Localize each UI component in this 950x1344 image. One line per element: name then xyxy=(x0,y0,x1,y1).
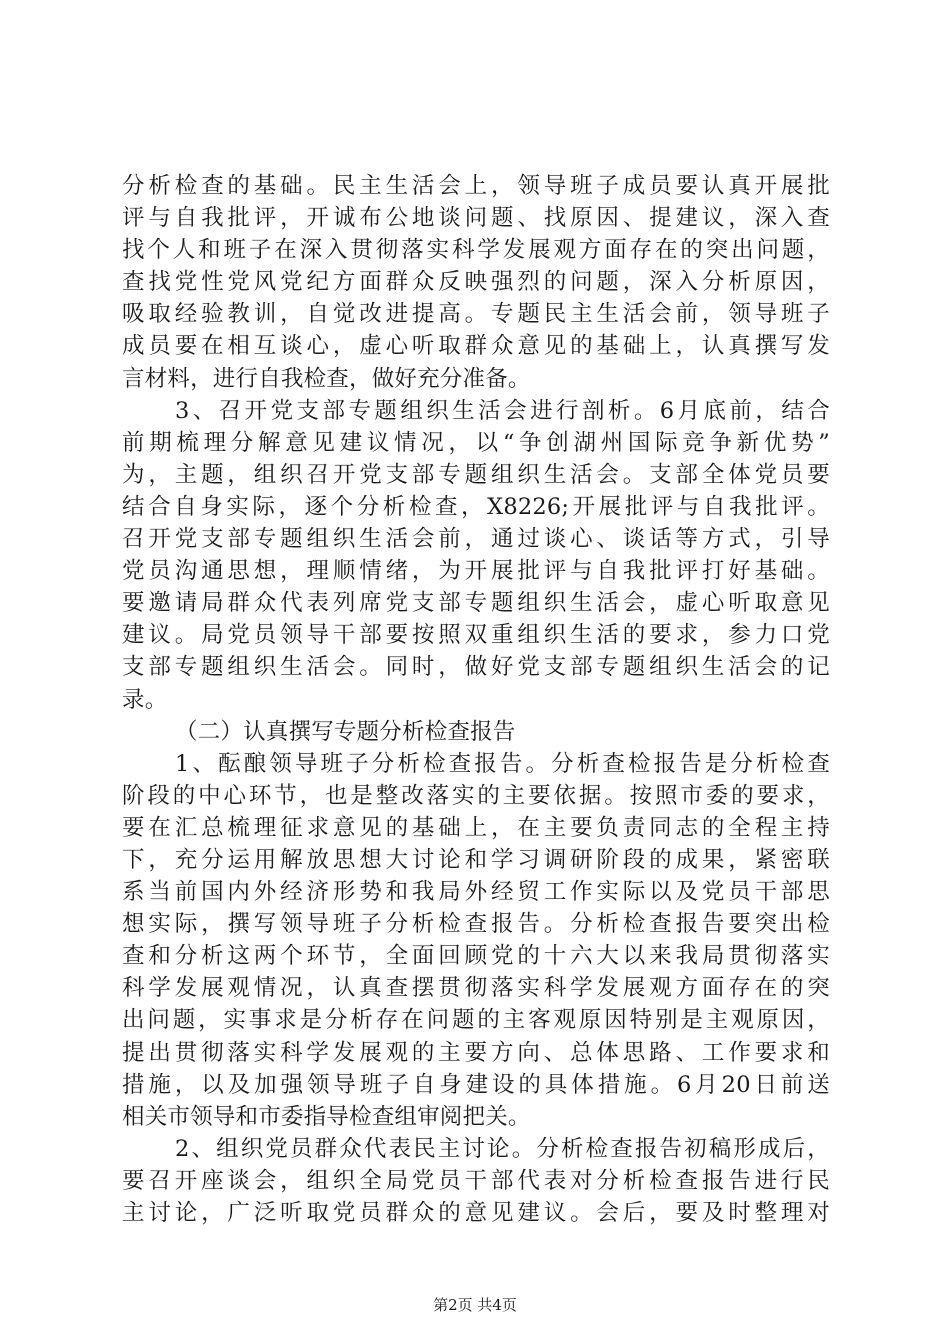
text-line: 言材料，进行自我检查，做好充分准备。 xyxy=(122,365,531,392)
text-line: 系当前国内外经济形势和我局外经贸工作实际以及党员干部思 xyxy=(122,879,830,906)
text-line: 建议。局党员领导干部要按照双重组织生活的要求，参力口党 xyxy=(122,622,830,649)
text-line: 找个人和班子在深入贯彻落实科学发展观方面存在的突出问题， xyxy=(122,237,830,264)
text-line: 要在汇总梳理征求意见的基础上，在主要负责同志的全程主持 xyxy=(122,814,830,841)
text-line: 1、酝酿领导班子分析检查报告。分析查检报告是分析检查 xyxy=(175,750,830,777)
text-line: 阶段的中心环节，也是整改落实的主要依据。按照市委的要求， xyxy=(122,782,830,809)
text-line: 要召开座谈会，组织全局党员干部代表对分析检查报告进行民 xyxy=(122,1167,830,1194)
text-line: 要邀请局群众代表列席党支部专题组织生活会，虚心听取意见 xyxy=(122,590,830,617)
text-line: 3、召开党支部专题组织生活会进行剖析。6月底前，结合 xyxy=(175,397,830,424)
page-footer: 第2页 共4页 xyxy=(433,1296,517,1314)
text-line: 相关市领导和市委指导检查组审阅把关。 xyxy=(122,1103,531,1130)
text-line: 出问题，实事求是分析存在问题的主客观原因特别是主观原因， xyxy=(122,1007,830,1034)
text-line: 提出贯彻落实科学发展观的主要方向、总体思路、工作要求和 xyxy=(122,1039,830,1066)
text-line: 结合自身实际，逐个分析检查，X8226;开展批评与自我批评。 xyxy=(122,493,830,520)
text-line: 措施，以及加强领导班子自身建设的具体措施。6月20日前送 xyxy=(122,1071,830,1098)
text-line: 吸取经验教训，自觉改进提高。专题民主生活会前，领导班子 xyxy=(122,301,830,328)
text-line: （二）认真撰写专题分析检查报告 xyxy=(175,718,516,745)
text-line: 下，充分运用解放思想大讨论和学习调研阶段的成果，紧密联 xyxy=(122,846,830,873)
text-line: 召开党支部专题组织生活会前，通过谈心、谈话等方式，引导 xyxy=(122,526,830,553)
text-line: 评与自我批评，开诚布公地谈问题、找原因、提建议，深入查 xyxy=(122,205,830,232)
text-line: 想实际，撰写领导班子分析检查报告。分析检查报告要突出检 xyxy=(122,911,830,938)
text-line: 支部专题组织生活会。同时，做好党支部专题组织生活会的记 xyxy=(122,654,830,681)
text-line: 科学发展观情况，认真查摆贯彻落实科学发展观方面存在的突 xyxy=(122,975,830,1002)
text-line: 前期梳理分解意见建议情况，以“争创湖州国际竞争新优势” xyxy=(122,429,830,456)
text-line: 查和分析这两个环节，全面回顾党的十六大以来我局贯彻落实 xyxy=(122,943,830,970)
document-body xyxy=(122,170,830,1229)
text-line: 查找党性党风党纪方面群众反映强烈的问题，深入分析原因， xyxy=(122,269,830,296)
text-line: 2、组织党员群众代表民主讨论。分析检查报告初稿形成后， xyxy=(175,1135,830,1162)
text-line: 成员要在相互谈心，虚心听取群众意见的基础上，认真撰写发 xyxy=(122,333,830,360)
text-line: 分析检查的基础。民主生活会上，领导班子成员要认真开展批 xyxy=(122,173,830,199)
text-line: 党员沟通思想，理顺情绪，为开展批评与自我批评打好基础。 xyxy=(122,558,830,585)
text-line: 主讨论，广泛听取党员群众的意见建议。会后，要及时整理对 xyxy=(122,1200,830,1226)
text-line: 为，主题，组织召开党支部专题组织生活会。支部全体党员要 xyxy=(122,461,830,488)
text-line: 录。 xyxy=(122,686,168,713)
